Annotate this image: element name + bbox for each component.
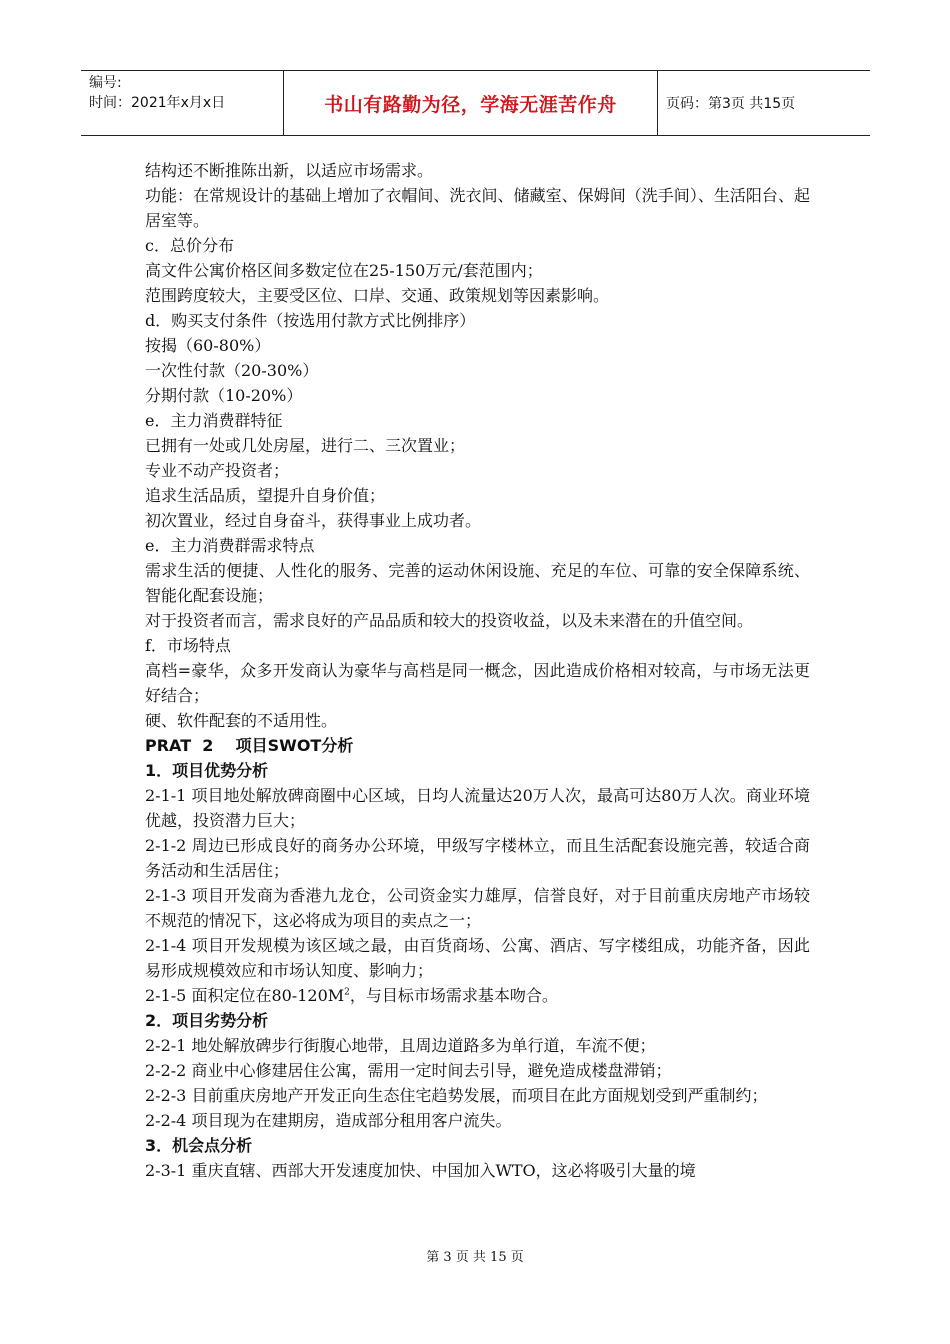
paragraph: 专业不动产投资者； (145, 461, 290, 480)
header-page-info: 页码：第3页 共15页 (666, 96, 796, 112)
section-heading: 2．项目劣势分析 (145, 1011, 269, 1030)
paragraph: 需求生活的便捷、人性化的服务、完善的运动休闲设施、充足的车位、可靠的安全保障系统、智能化配套设施； (145, 561, 810, 605)
paragraph: 已拥有一处或几处房屋，进行二、三次置业； (145, 436, 466, 455)
number-label: 编号: (89, 75, 122, 91)
paragraph: 一次性付款（20-30%） (145, 361, 319, 380)
paragraph: 按揭（60-80%） (145, 336, 271, 355)
section-heading: d．购买支付条件（按选用付款方式比例排序） (145, 311, 476, 330)
time-label: 时间：2021年x月x日 (89, 95, 226, 111)
paragraph: 追求生活品质，望提升自身价值； (145, 486, 386, 505)
document-body (145, 158, 810, 1183)
paragraph: 高文件公寓价格区间多数定位在25-150万元/套范围内； (145, 261, 543, 280)
paragraph: 范围跨度较大，主要受区位、口岸、交通、政策规划等因素影响。 (145, 286, 610, 305)
section-heading: f．市场特点 (145, 636, 231, 655)
paragraph: 对于投资者而言，需求良好的产品品质和较大的投资收益，以及未来潜在的升值空间。 (145, 611, 754, 630)
section-heading: c．总价分布 (145, 236, 234, 255)
section-heading: e．主力消费群需求特点 (145, 536, 315, 555)
paragraph: 硬、软件配套的不适用性。 (145, 711, 338, 730)
paragraph: 2-1-3 项目开发商为香港九龙仓，公司资金实力雄厚，信誉良好，对于目前重庆房地产市场较不规范的情况下，这必将成为项目的卖点之一； (145, 886, 810, 930)
paragraph: 初次置业，经过自身奋斗，获得事业上成功者。 (145, 511, 482, 530)
paragraph: 分期付款（10-20%） (145, 386, 303, 405)
paragraph: 2-1-1 项目地处解放碑商圈中心区域，日均人流量达20万人次，最高可达80万人次。商业环境优越，投资潜力巨大； (145, 786, 810, 830)
page-footer: 第 3 页 共 15 页 (426, 1250, 524, 1265)
section-heading: 3．机会点分析 (145, 1136, 253, 1155)
page-header (81, 70, 870, 136)
text-run: ，与目标市场需求基本吻合。 (349, 986, 558, 1005)
paragraph: 结构还不断推陈出新，以适应市场需求。 (145, 161, 434, 180)
paragraph: 2-2-1 地处解放碑步行街腹心地带，且周边道路多为单行道，车流不便； (145, 1036, 656, 1055)
paragraph: 2-2-3 目前重庆房地产开发正向生态住宅趋势发展，而项目在此方面规划受到严重制约； (145, 1086, 768, 1105)
header-motto: 书山有路勤为径，学海无涯苦作舟 (284, 71, 658, 135)
paragraph (145, 983, 810, 1008)
section-heading: e．主力消费群特征 (145, 411, 283, 430)
paragraph: 2-3-1 重庆直辖、西部大开发速度加快、中国加入WTO，这必将吸引大量的境 (145, 1161, 696, 1180)
header-meta (81, 71, 284, 135)
paragraph: 2-2-2 商业中心修建居住公寓，需用一定时间去引导，避免造成楼盘滞销； (145, 1061, 672, 1080)
paragraph: 2-2-4 项目现为在建期房，造成部分租用客户流失。 (145, 1111, 512, 1130)
superscript: 2 (344, 987, 350, 998)
paragraph: 功能：在常规设计的基础上增加了衣帽间、洗衣间、储藏室、保姆间（洗手间）、生活阳台、起居室等。 (145, 186, 810, 230)
part-heading: PRAT 2 项目SWOT分析 (145, 736, 354, 755)
paragraph: 2-1-4 项目开发规模为该区域之最，由百货商场、公寓、酒店、写字楼组成，功能齐备，因此易形成规模效应和市场认知度、影响力； (145, 936, 810, 980)
text-run: 2-1-5 面积定位在80-120M (145, 986, 345, 1005)
section-heading: 1．项目优势分析 (145, 761, 269, 780)
paragraph: 高档=豪华，众多开发商认为豪华与高档是同一概念，因此造成价格相对较高，与市场无法更好结合； (145, 661, 810, 705)
paragraph: 2-1-2 周边已形成良好的商务办公环境，甲级写字楼林立，而且生活配套设施完善，较适合商务活动和生活居住； (145, 836, 810, 880)
